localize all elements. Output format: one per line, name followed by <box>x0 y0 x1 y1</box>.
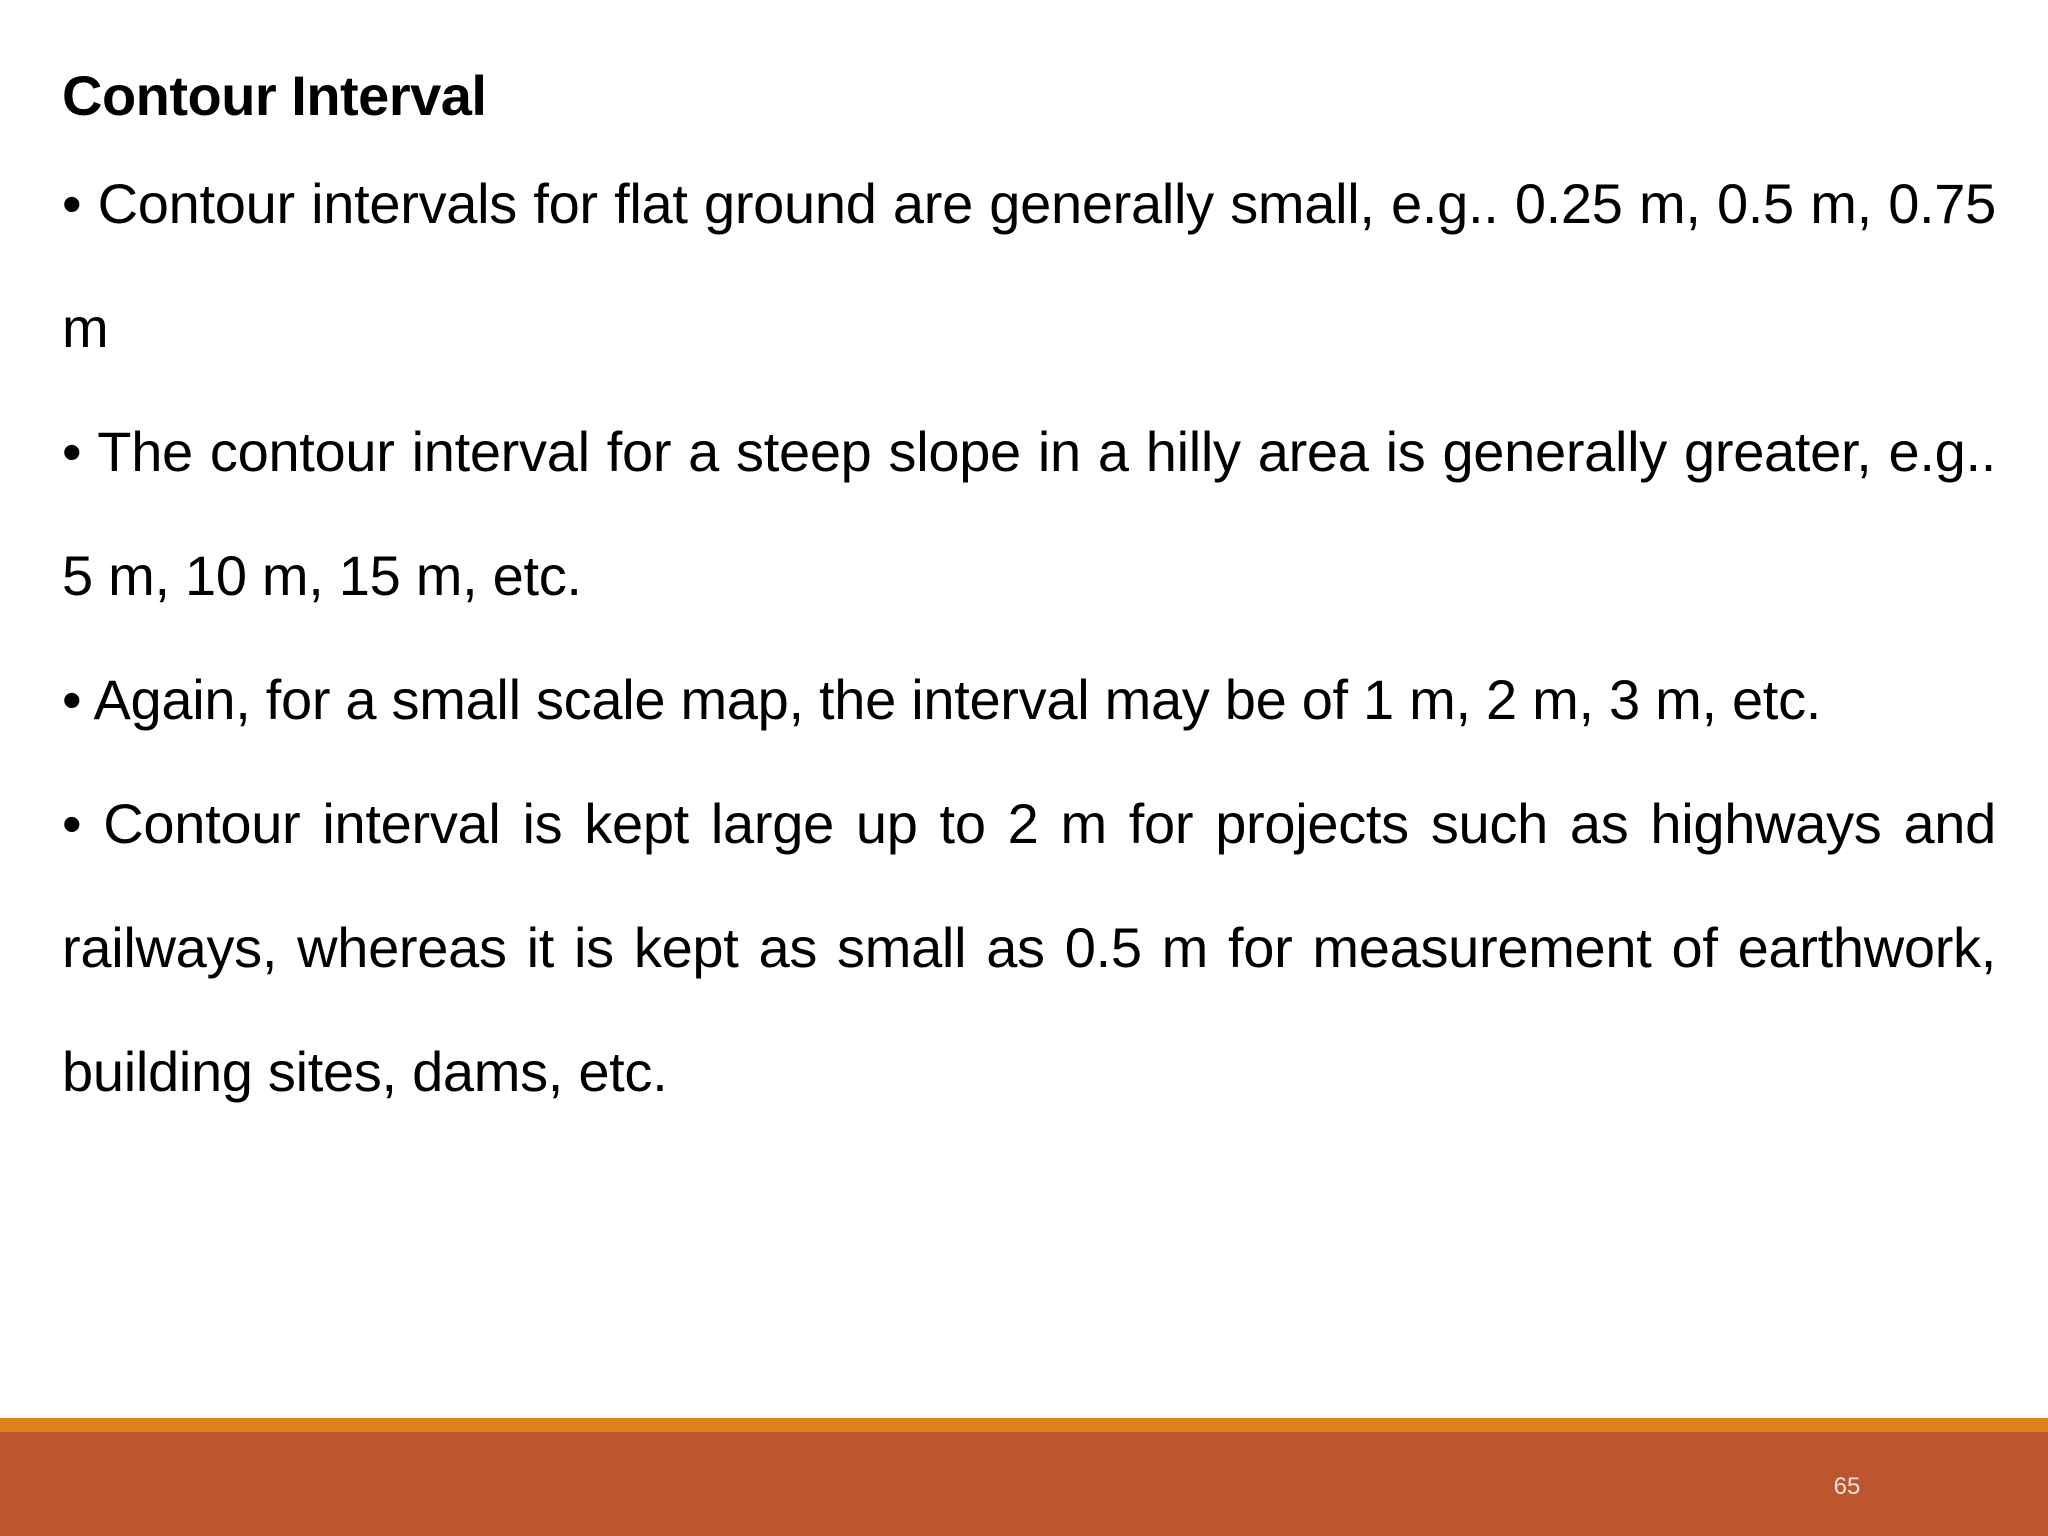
footer-accent-stripe <box>0 1418 2048 1432</box>
slide-content <box>62 58 1996 1134</box>
slide-title: Contour Interval <box>62 64 487 127</box>
bullet-item-3: • Again, for a small scale map, the interval may be of 1 m, 2 m, 3 m, etc. <box>62 668 1822 731</box>
bullet-item-2: • The contour interval for a steep slope in a hilly area is generally greater, e.g.. 5 m, 10 m, 15 m, etc. <box>62 420 1996 607</box>
page-number: 65 <box>1833 1473 1861 1500</box>
bullet-item-4: • Contour interval is kept large up to 2 m for projects such as highways and railways, whereas it is kept as small as 0.5 m for measurement of earthwork, building sites, dams, etc. <box>62 792 1996 1103</box>
bullet-item-1: • Contour intervals for flat ground are generally small, e.g.. 0.25 m, 0.5 m, 0.75 m <box>62 172 1996 359</box>
footer-bar <box>0 1432 2048 1536</box>
